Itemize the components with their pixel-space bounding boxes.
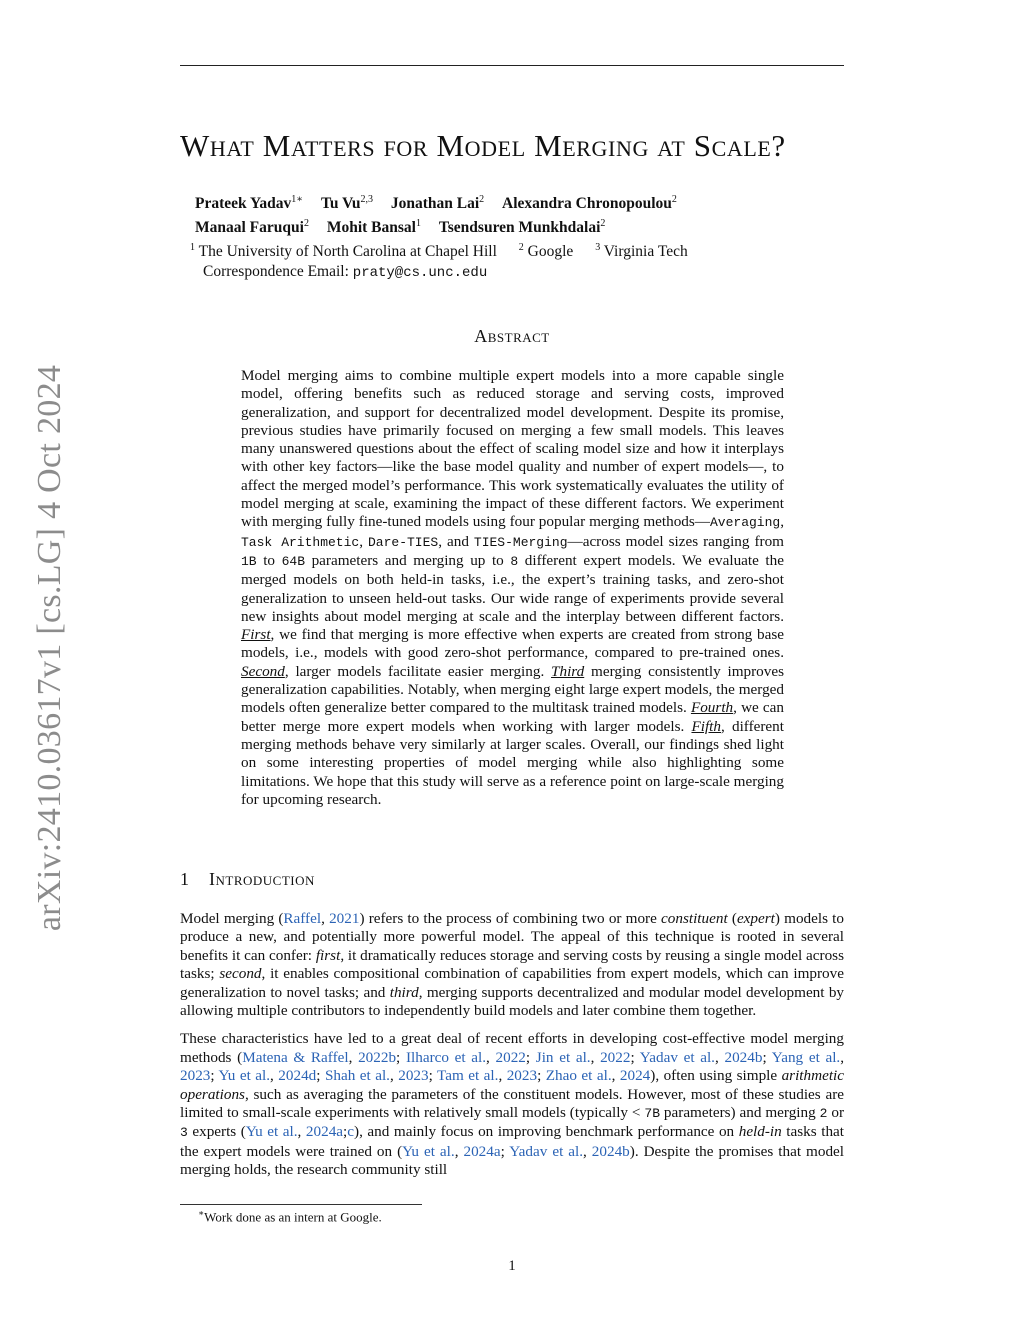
citation-link[interactable]: 2022 [600,1048,631,1066]
citation-link[interactable]: Yu et al. [402,1142,455,1160]
affiliations [190,238,830,283]
arxiv-identifier[interactable]: arXiv:2410.03617v1 [cs.LG] 4 Oct 2024 [31,364,68,932]
citation-link[interactable]: 2021 [329,910,360,927]
citation-link[interactable]: Yu et al. [218,1067,271,1085]
citation-link[interactable]: 2024d [278,1067,317,1085]
author-name: Tsendsuren Munkhdalai$^2$ [438,218,606,237]
author-name: Alexandra Chronopoulou$^2$ [502,194,677,213]
page-number: 1 [508,1258,516,1274]
citation-link[interactable]: 2024a [305,1123,344,1141]
citation-link[interactable]: Tam et al. [437,1067,499,1085]
citation-link[interactable]: Yu et al. [245,1123,298,1141]
citation-link[interactable]: Yadav et al. [639,1048,715,1066]
abstract-body: Model merging aims to combine multiple expert models into a more capable single model, offering benefits such as reduced storage and serving costs, improved generalization, and support for decentralized model development. Despite its promise, previous studies have primarily focused on merging a few small models. This leaves many unanswered questions about the effect of scaling model size and how it interplays with other key factors—like the base model quality and number of expert models—, to affect the merged model’s performance. This work systematically evaluates the utility of model merging at scale, examining the impact of these different factors. We experiment with merging fully fine-tuned models using four popular merging methods—Averaging, Task Arithmetic, Dare-TIES, and TIES-Merging—across model sizes ranging from 1B to 64B parameters and merging up to 8 different expert models. We evaluate the merged models on both held-in tasks, i.e., the expert’s training tasks, and zero-shot generalization to unseen held-out tasks. Our wide range of experiments provide several new insights about model merging at scale and the interplay between different factors. First, we find that merging is more effective when experts are created from strong base models, i.e., models with good zero-shot performance, compared to pre-trained ones. Second, larger models facilitate easier merging. Third merging consistently improves generalization capabilities. Notably, when merging eight large expert models, the merged models often generalize better compared to the multitask trained models. Fourth, we can better merge more expert models when working with larger models. Fifth, different merging methods behave very similarly at larger scales. Overall, our findings shed light on some interesting properties of model merging while also highlighting some limitations. We hope that this study will serve as a reference point on large-scale merging for upcoming research. [241,367,785,808]
author-name: Tu Vu$^{2,3}$ [320,194,373,213]
citation-link[interactable]: 2022b [358,1048,397,1066]
top-rule [180,65,844,66]
citation-link[interactable]: Yadav et al. [509,1142,584,1160]
correspondence: Correspondence Email: praty@cs.unc.edu [203,263,488,282]
citation-link[interactable]: Ilharco et al. [405,1048,487,1066]
affiliation: $^3$ Virginia Tech [595,242,688,261]
citation-link[interactable]: 2022 [495,1048,526,1066]
citation-link[interactable]: Raffel [283,910,322,927]
citation-link[interactable]: 2024 [619,1067,651,1085]
citation-link[interactable]: 2023 [506,1067,538,1085]
citation-link[interactable]: c [347,1123,355,1141]
footnote-rule [180,1204,422,1205]
citation-link[interactable]: Yang et al. [771,1048,841,1066]
author-name: Prateek Yadav$^{1∗}$ [195,194,304,213]
section-heading: 1 Introduction [180,869,315,889]
intro-paragraph-1: Model merging (Raffel, 2021) refers to the process of combining two or more constituent (expert) models to produce a new, and potentially more powerful model. The appeal of this technique is rooted in several benefits it can confer: first, it dramatically reduces storage and serving costs by reusing a single model across tasks; second, it enables compositional combination of capabilities from expert models, which can improve generalization to novel tasks; and third, merging supports decentralized and modular model development by allowing multiple contributors to independently build models and later combine them together. [180,910,845,1020]
affiliation: $^1$ The University of North Carolina at Chapel Hill [190,242,497,261]
email-link[interactable]: praty@cs.unc.edu [352,265,488,282]
author-name: Manaal Faruqui$^2$ [195,218,309,237]
introduction-body [180,910,844,1190]
citation-link[interactable]: Jin et al. [535,1048,591,1066]
paper-title: What Matters for Model Merging at Scale? [180,128,786,163]
citation-link[interactable]: 2023 [180,1067,211,1085]
citation-link[interactable]: Shah et al. [324,1067,390,1085]
intro-paragraph-2: These characteristics have led to a great deal of recent efforts in developing cost-effective model merging methods (Matena & Raffel, 2022b; Ilharco et al., 2022; Jin et al., 2022; Yadav et al., 2024b; Yang et al., 2023; Yu et al., 2024d; Shah et al., 2023; Tam et al., 2023; Zhao et al., 2024), often using simple arithmetic operations, such as averaging the parameters of the constituent models. However, most of these studies are limited to small-scale experiments with relatively small models (typically < 7B parameters) and merging 2 or 3 experts (Yu et al., 2024a;c), and mainly focus on improving benchmark performance on held-in tasks that the expert models were trained on (Yu et al., 2024a; Yadav et al., 2024b). Despite the promises that model merging holds, the research community still [180,1030,845,1179]
abstract-heading: Abstract [474,326,550,346]
citation-link[interactable]: 2023 [398,1067,429,1085]
citation-link[interactable]: Matena & Raffel [242,1048,349,1066]
citation-link[interactable]: 2024b [724,1048,763,1066]
citation-link[interactable]: Zhao et al. [545,1067,612,1085]
author-name: Mohit Bansal$^1$ [326,218,421,237]
affiliation: $^2$ Google [518,242,574,261]
author-name: Jonathan Lai$^2$ [390,194,485,213]
citation-link[interactable]: 2024a [463,1142,501,1160]
author-list [195,190,835,238]
citation-link[interactable]: 2024b [591,1142,630,1160]
footnote: ∗Work done as an intern at Google. [198,1208,382,1225]
